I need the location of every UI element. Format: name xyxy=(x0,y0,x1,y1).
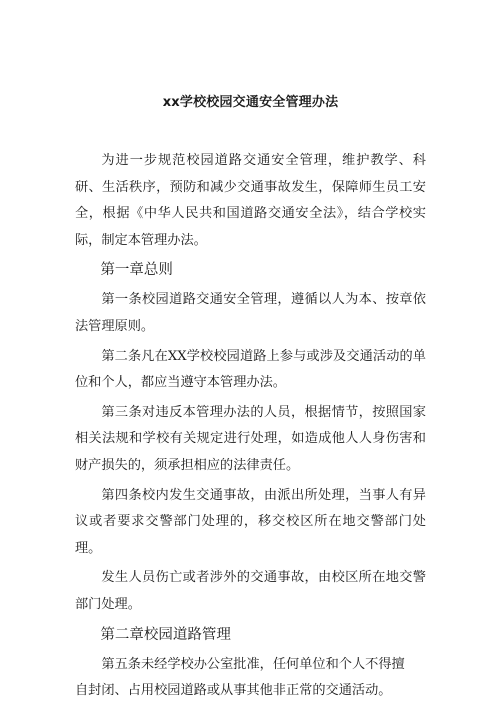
chapter-heading-1: 第一章总则 xyxy=(100,262,173,279)
article-paragraph: 发生人员伤亡或者涉外的交通事故，由校区所在地交警部门处理。 xyxy=(75,570,426,612)
article-paragraph: 第二条凡在XX学校校园道路上参与或涉及交通活动的单位和个人，都应当遵守本管理办法。 xyxy=(75,348,426,391)
chapter-heading-2: 第二章校园道路管理 xyxy=(100,626,231,643)
intro-paragraph: 为进一步规范校园道路交通安全管理，维护教学、科研、生活秩序，预防和减少交通事故发生，保障师生员工安全，根据《中华人民共和国道路交通安全法》，结合学校实际，制定本管理办法。 xyxy=(75,153,426,248)
article-5-line-2: 自封闭、占用校园道路或从事其他非正常的交通活动。 xyxy=(75,683,392,699)
document-title: xx学校校园交通安全管理办法 xyxy=(162,95,339,110)
document-body xyxy=(75,148,426,705)
article-paragraph: 第一条校园道路交通安全管理，遵循以人为本、按章依法管理原则。 xyxy=(75,292,426,334)
article-paragraph: 第四条校内发生交通事故，由派出所处理，当事人有异议或者要求交警部门处理的，移交校区所在地交警部门处理。 xyxy=(75,487,426,556)
article-paragraph-5 xyxy=(75,652,426,705)
article-5-line-1: 第五条未经学校办公室批准，任何单位和个人不得擅 xyxy=(101,656,405,672)
article-paragraph: 第三条对违反本管理办法的人员，根据情节，按照国家相关法规和学校有关规定进行处理，如造成他人人身伤害和财产损失的，须承担相应的法律责任。 xyxy=(75,404,426,473)
